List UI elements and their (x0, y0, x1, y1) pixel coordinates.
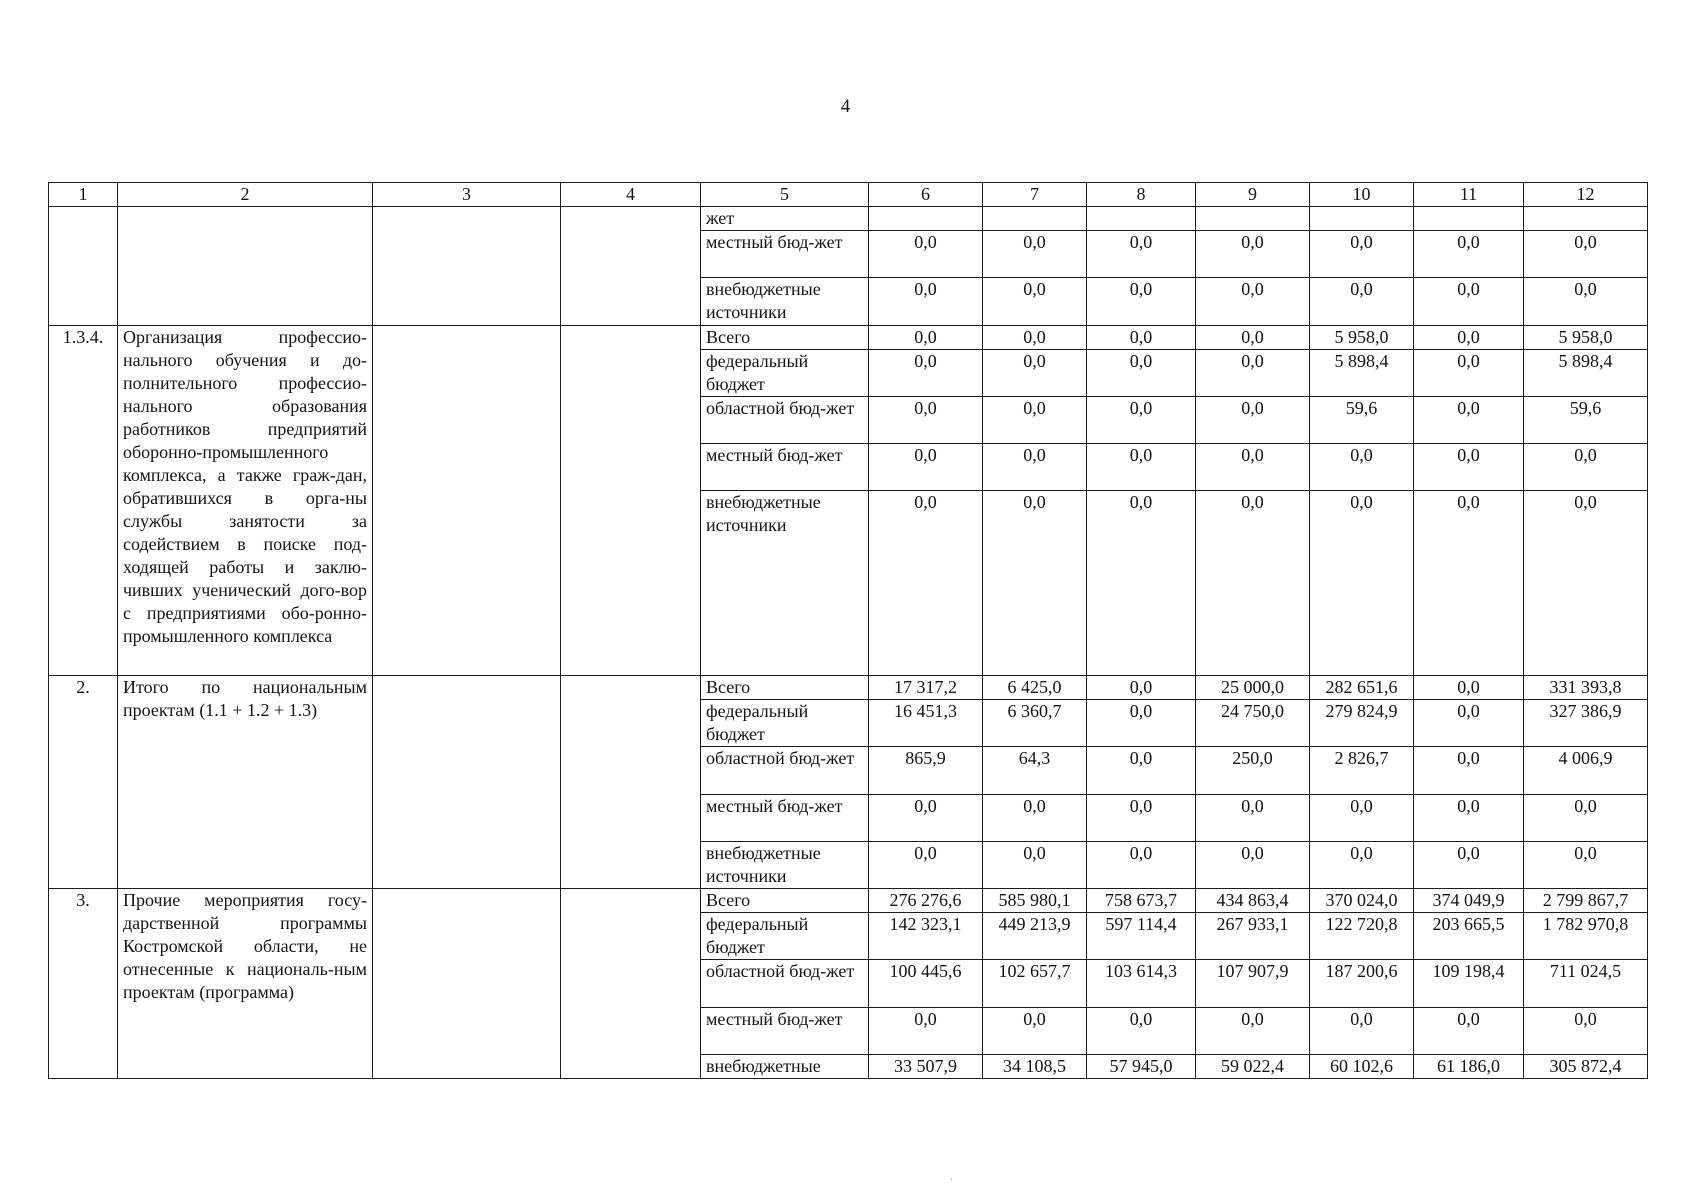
value-cell: 0,0 (869, 1007, 983, 1054)
table-body (49, 183, 1648, 1079)
empty-column-4-cell (561, 889, 701, 1079)
value-cell: 24 750,0 (1196, 700, 1310, 747)
value-cell: 331 393,8 (1524, 676, 1648, 700)
empty-column-3-cell (373, 325, 561, 676)
value-cell: 0,0 (1196, 841, 1310, 888)
value-cell: 0,0 (983, 491, 1087, 676)
empty-column-3-cell (373, 889, 561, 1079)
empty-column-4-cell (561, 325, 701, 676)
value-cell: 0,0 (1414, 278, 1524, 325)
value-cell: 0,0 (869, 278, 983, 325)
column-number-header: 2 (118, 183, 373, 207)
value-cell: 59,6 (1524, 396, 1648, 443)
page-number: 4 (840, 96, 851, 117)
value-cell: 0,0 (983, 794, 1087, 841)
table-row (49, 889, 1648, 913)
empty-index-cell (49, 207, 118, 326)
value-cell: 0,0 (1310, 444, 1414, 491)
value-cell: 327 386,9 (1524, 700, 1648, 747)
value-cell: 0,0 (983, 349, 1087, 396)
funding-source-cell: Всего (701, 325, 869, 349)
value-cell: 107 907,9 (1196, 960, 1310, 1007)
column-number-header: 11 (1414, 183, 1524, 207)
value-cell: 585 980,1 (983, 889, 1087, 913)
funding-source-cell: Всего (701, 676, 869, 700)
value-cell: 865,9 (869, 747, 983, 794)
value-cell: 0,0 (1414, 325, 1524, 349)
funding-source-cell: местный бюд-жет (701, 444, 869, 491)
budget-table (48, 182, 1648, 1079)
value-cell: 0,0 (1310, 841, 1414, 888)
value-cell: 279 824,9 (1310, 700, 1414, 747)
value-cell: 597 114,4 (1087, 913, 1196, 960)
value-cell: 64,3 (983, 747, 1087, 794)
value-cell: 0,0 (1087, 491, 1196, 676)
value-cell: 0,0 (1087, 349, 1196, 396)
value-cell: 0,0 (1087, 700, 1196, 747)
funding-source-cell: Всего (701, 889, 869, 913)
value-cell: 449 213,9 (983, 913, 1087, 960)
value-cell: 16 451,3 (869, 700, 983, 747)
value-cell: 0,0 (983, 841, 1087, 888)
value-cell: 0,0 (1087, 278, 1196, 325)
column-number-header: 10 (1310, 183, 1414, 207)
value-cell: 5 958,0 (1310, 325, 1414, 349)
value-cell: 0,0 (1087, 676, 1196, 700)
value-cell: 0,0 (1414, 396, 1524, 443)
value-cell: 100 445,6 (869, 960, 983, 1007)
value-cell: 0,0 (1310, 794, 1414, 841)
value-cell: 0,0 (1087, 231, 1196, 278)
value-cell: 0,0 (983, 325, 1087, 349)
funding-source-cell: областной бюд-жет (701, 960, 869, 1007)
value-cell: 34 108,5 (983, 1054, 1087, 1078)
value-cell: 370 024,0 (1310, 889, 1414, 913)
value-cell: 374 049,9 (1414, 889, 1524, 913)
funding-source-cell: местный бюд-жет (701, 794, 869, 841)
value-cell: 187 200,6 (1310, 960, 1414, 1007)
value-cell: 25 000,0 (1196, 676, 1310, 700)
value-cell: 0,0 (1087, 747, 1196, 794)
value-cell: 0,0 (1524, 231, 1648, 278)
empty-value-cell (983, 207, 1087, 231)
empty-title-cell (118, 207, 373, 326)
column-number-header: 6 (869, 183, 983, 207)
value-cell: 0,0 (1414, 700, 1524, 747)
value-cell: 0,0 (983, 444, 1087, 491)
value-cell: 17 317,2 (869, 676, 983, 700)
value-cell: 6 360,7 (983, 700, 1087, 747)
column-number-header: 5 (701, 183, 869, 207)
value-cell: 0,0 (869, 444, 983, 491)
value-cell: 0,0 (869, 841, 983, 888)
continuation-fragment: жет (701, 207, 869, 231)
empty-column-4-cell (561, 676, 701, 889)
value-cell: 0,0 (1524, 444, 1648, 491)
column-number-header: 12 (1524, 183, 1648, 207)
value-cell: 2 826,7 (1310, 747, 1414, 794)
funding-source-cell: внебюджетные источники (701, 841, 869, 888)
value-cell: 0,0 (1196, 396, 1310, 443)
value-cell: 5 898,4 (1524, 349, 1648, 396)
value-cell: 0,0 (1310, 231, 1414, 278)
value-cell: 282 651,6 (1310, 676, 1414, 700)
empty-value-cell (1196, 207, 1310, 231)
value-cell: 0,0 (1196, 794, 1310, 841)
value-cell: 0,0 (1414, 444, 1524, 491)
value-cell: 0,0 (1196, 231, 1310, 278)
value-cell: 0,0 (1196, 349, 1310, 396)
value-cell: 59 022,4 (1196, 1054, 1310, 1078)
value-cell: 267 933,1 (1196, 913, 1310, 960)
value-cell: 0,0 (1310, 278, 1414, 325)
value-cell: 0,0 (1196, 325, 1310, 349)
funding-source-cell: местный бюд-жет (701, 231, 869, 278)
value-cell: 142 323,1 (869, 913, 983, 960)
column-number-header: 9 (1196, 183, 1310, 207)
value-cell: 0,0 (1524, 278, 1648, 325)
value-cell: 0,0 (983, 1007, 1087, 1054)
value-cell: 0,0 (869, 349, 983, 396)
value-cell: 2 799 867,7 (1524, 889, 1648, 913)
value-cell: 103 614,3 (1087, 960, 1196, 1007)
value-cell: 0,0 (869, 396, 983, 443)
funding-source-cell: областной бюд-жет (701, 747, 869, 794)
scan-speck: . (950, 1172, 953, 1183)
value-cell: 0,0 (1087, 841, 1196, 888)
table-row (49, 676, 1648, 700)
value-cell: 6 425,0 (983, 676, 1087, 700)
value-cell: 0,0 (1414, 841, 1524, 888)
value-cell: 0,0 (1414, 676, 1524, 700)
value-cell: 122 720,8 (1310, 913, 1414, 960)
value-cell: 0,0 (869, 491, 983, 676)
value-cell: 305 872,4 (1524, 1054, 1648, 1078)
value-cell: 0,0 (1196, 444, 1310, 491)
continuation-fragment-row (49, 207, 1648, 231)
row-number-cell: 2. (49, 676, 118, 889)
value-cell: 60 102,6 (1310, 1054, 1414, 1078)
value-cell: 758 673,7 (1087, 889, 1196, 913)
column-number-header: 7 (983, 183, 1087, 207)
row-number-cell: 3. (49, 889, 118, 1079)
value-cell: 0,0 (983, 396, 1087, 443)
value-cell: 0,0 (1524, 1007, 1648, 1054)
empty-value-cell (1087, 207, 1196, 231)
value-cell: 0,0 (1524, 491, 1648, 676)
empty-column-3-cell (373, 207, 561, 326)
value-cell: 434 863,4 (1196, 889, 1310, 913)
value-cell: 711 024,5 (1524, 960, 1648, 1007)
table-row (49, 325, 1648, 349)
value-cell: 276 276,6 (869, 889, 983, 913)
value-cell: 0,0 (869, 325, 983, 349)
value-cell: 4 006,9 (1524, 747, 1648, 794)
value-cell: 0,0 (1087, 1007, 1196, 1054)
value-cell: 5 958,0 (1524, 325, 1648, 349)
value-cell: 109 198,4 (1414, 960, 1524, 1007)
value-cell: 0,0 (983, 278, 1087, 325)
value-cell: 203 665,5 (1414, 913, 1524, 960)
value-cell: 0,0 (1414, 491, 1524, 676)
value-cell: 0,0 (1087, 794, 1196, 841)
value-cell: 0,0 (1196, 1007, 1310, 1054)
column-number-header: 4 (561, 183, 701, 207)
funding-source-cell: федеральный бюджет (701, 913, 869, 960)
column-number-header: 8 (1087, 183, 1196, 207)
value-cell: 5 898,4 (1310, 349, 1414, 396)
funding-source-cell: местный бюд-жет (701, 1007, 869, 1054)
value-cell: 0,0 (1414, 349, 1524, 396)
value-cell: 61 186,0 (1414, 1054, 1524, 1078)
row-number-cell: 1.3.4. (49, 325, 118, 676)
value-cell: 0,0 (1196, 278, 1310, 325)
value-cell: 0,0 (1414, 747, 1524, 794)
value-cell: 57 945,0 (1087, 1054, 1196, 1078)
value-cell: 0,0 (1524, 841, 1648, 888)
value-cell: 0,0 (1310, 491, 1414, 676)
column-number-header: 1 (49, 183, 118, 207)
measure-title-cell: Прочие мероприятия госу-дарственной программы Костромской области, не отнесенные к националь-ным проектам (программа) (118, 889, 373, 1079)
value-cell: 0,0 (1087, 444, 1196, 491)
funding-source-cell: внебюджетные (701, 1054, 869, 1078)
value-cell: 250,0 (1196, 747, 1310, 794)
value-cell: 1 782 970,8 (1524, 913, 1648, 960)
value-cell: 102 657,7 (983, 960, 1087, 1007)
measure-title-cell: Организация профессио-нального обучения и до-полнительного профессио-нального образования работников предприятий оборонно-промышленного комплекса, а также граж-дан, обратившихся в орга-ны службы занятости за содействием в поиске под-ходящей работы и заклю-чивших ученический дого-вор с предприятиями обо-ронно-промышленного комплекса (118, 325, 373, 676)
value-cell: 0,0 (1414, 1007, 1524, 1054)
empty-column-3-cell (373, 676, 561, 889)
empty-value-cell (869, 207, 983, 231)
value-cell: 0,0 (1196, 491, 1310, 676)
column-number-header: 3 (373, 183, 561, 207)
column-number-row (49, 183, 1648, 207)
value-cell: 59,6 (1310, 396, 1414, 443)
funding-source-cell: федеральный бюджет (701, 700, 869, 747)
value-cell: 0,0 (1524, 794, 1648, 841)
measure-title-cell: Итого по национальным проектам (1.1 + 1.2 + 1.3) (118, 676, 373, 889)
value-cell: 0,0 (869, 231, 983, 278)
empty-column-4-cell (561, 207, 701, 326)
empty-value-cell (1310, 207, 1414, 231)
funding-source-cell: федеральный бюджет (701, 349, 869, 396)
value-cell: 0,0 (1087, 325, 1196, 349)
empty-value-cell (1414, 207, 1524, 231)
funding-source-cell: внебюджетные источники (701, 491, 869, 676)
funding-source-cell: внебюджетные источники (701, 278, 869, 325)
funding-source-cell: областной бюд-жет (701, 396, 869, 443)
empty-value-cell (1524, 207, 1648, 231)
value-cell: 0,0 (1310, 1007, 1414, 1054)
value-cell: 0,0 (869, 794, 983, 841)
value-cell: 0,0 (983, 231, 1087, 278)
value-cell: 0,0 (1414, 231, 1524, 278)
value-cell: 0,0 (1087, 396, 1196, 443)
value-cell: 0,0 (1414, 794, 1524, 841)
value-cell: 33 507,9 (869, 1054, 983, 1078)
